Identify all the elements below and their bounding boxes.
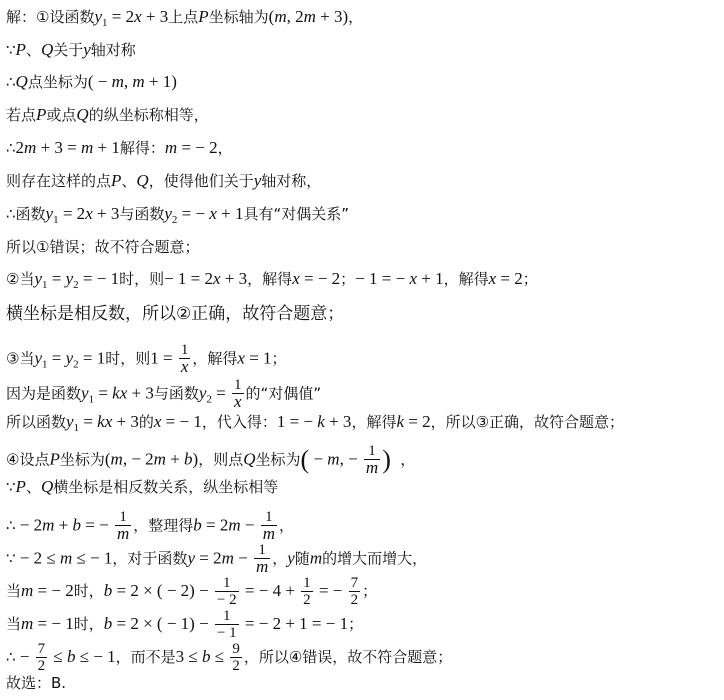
line-5: ∴2m + 3 = m + 1解得：m = − 2，	[6, 138, 233, 157]
line-3: ∴Q点坐标为( − m, m + 1)	[6, 72, 177, 91]
line-21: 故选：B.	[6, 674, 67, 692]
line-9: ②当$y_1 = y_2$ = − 1时，则− 1 = 2x + 3，解得x = − 2；− 1 = − x + 1，解得x = 2；	[6, 269, 538, 291]
line-18: 当m = − 2时，b = 2 × ( − 2) − $\frac{1}{- 2}$ = − 4 + $\frac{1}{2}$ = − $\frac{7}{2}$ ；	[6, 575, 378, 608]
line-2: ∵P、Q关于y轴对称	[6, 40, 136, 59]
line-10: 横坐标是相反数，所以②正确，故符合题意；	[6, 304, 345, 324]
line-13: 所以函数$y_1$ = kx + 3的x = − 1，代入得：1 = − k + 3，解得k = 2，所以③正确，故符合题意；	[6, 412, 625, 434]
line-8: 所以①错误；故不符合题意；	[6, 238, 200, 256]
line-12: 因为是函数$y_1$ = kx + 3与函数$y_2$ = $\frac{1}{x}$ 的“对偶值”	[6, 377, 322, 411]
line-15: ∵P、Q横坐标是相反数关系，纵坐标相等	[6, 477, 279, 496]
line-6: 则存在这样的点P、Q，使得他们关于y轴对称，	[6, 171, 322, 190]
line-17: ∵ − 2 ≤ m ≤ − 1，对于函数y = 2m − $\frac{1}{m}$ ，y随m的增大而增大，	[6, 542, 428, 576]
line-4: 若点P或点Q的纵坐标称相等，	[6, 105, 209, 124]
line-1: 解：①设函数$y_1 = 2x + 3$上点P坐标轴为(m, 2m + 3)，	[6, 7, 364, 29]
line-20: ∴ − $\frac{7}{2}$ ≤ b ≤ − 1，而不是3 ≤ b ≤ $\frac{9}{2}$ ，所以④错误，故不符合题意；	[6, 641, 453, 674]
line-14: ④设点P坐标为(m, − 2m + b)，则点Q坐标为( − m, − $\frac{1}{m}$ ) ，	[6, 443, 416, 477]
line-7: ∴函数$y_1 = 2x + 3$与函数$y_2$ = − x + 1具有“对偶关系”	[6, 204, 350, 226]
line-11: ③当$y_1 = y_2 = 1$时，则1 = $\frac{1}{x}$ ，解得x = 1；	[6, 342, 287, 376]
line-16: ∴ − 2m + b = − $\frac{1}{m}$ ，整理得b = 2m − $\frac{1}{m}$ ，	[6, 509, 295, 543]
line-19: 当m = − 1时，b = 2 × ( − 1) − $\frac{1}{- 1}$ = − 2 + 1 = − 1；	[6, 608, 364, 641]
